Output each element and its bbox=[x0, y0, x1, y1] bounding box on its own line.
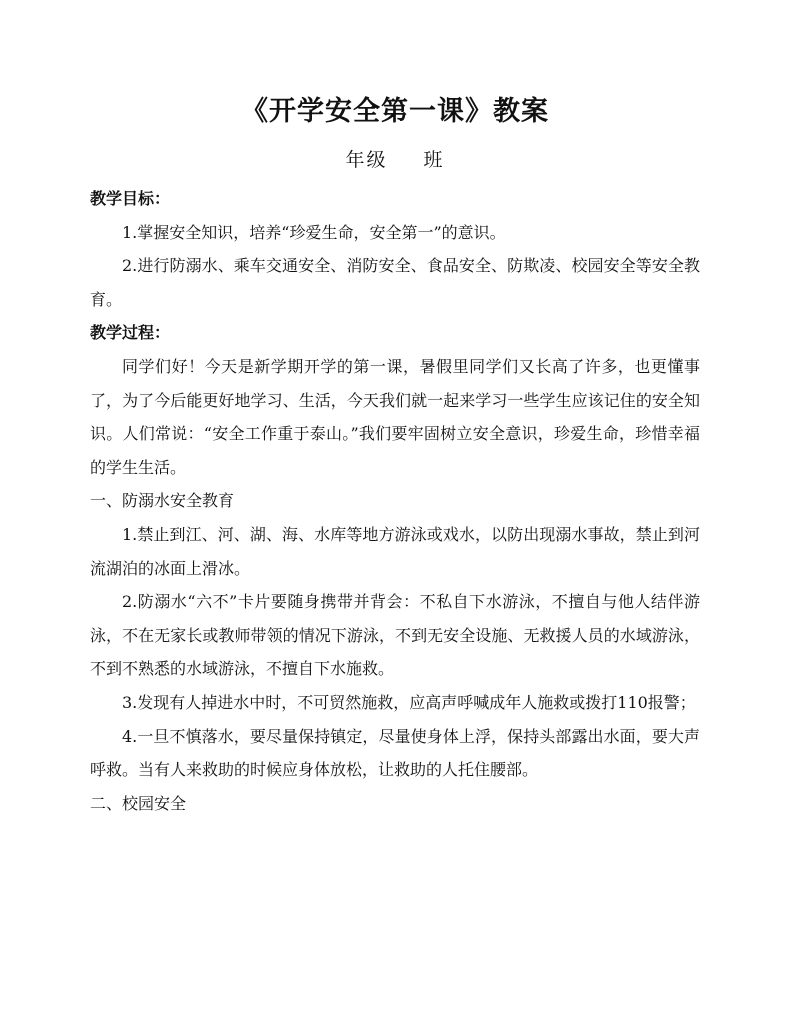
process-intro: 同学们好！今天是新学期开学的第一课，暑假里同学们又长高了许多，也更懂事了，为了今后能更好地学习、生活，今天我们就一起来学习一些学生应该记住的安全知识。人们常说：“安全工作重于泰山。”我们要牢固树立安全意识，珍爱生命，珍惜幸福的学生生活。 bbox=[90, 356, 700, 477]
section1-heading: 一、防溺水安全教育 bbox=[90, 491, 235, 511]
section1-item: 1.禁止到江、河、湖、海、水库等地方游泳或戏水，以防出现溺水事故，禁止到河流湖泊的冰面上滑冰。 bbox=[90, 524, 700, 578]
process-heading: 教学过程： bbox=[90, 323, 171, 343]
objective-item: 2.进行防溺水、乘车交通安全、消防安全、食品安全、防欺凌、校园安全等安全教育。 bbox=[90, 256, 700, 309]
document-page bbox=[90, 90, 700, 820]
document-title: 《开学安全第一课》教案 bbox=[241, 96, 549, 127]
objectives-heading: 教学目标： bbox=[90, 189, 171, 208]
body-text bbox=[90, 182, 700, 820]
section1-item: 3.发现有人掉进水中时，不可贸然施救，应高声呼喊成年人施救或拨打110报警； bbox=[122, 692, 696, 712]
section1-item: 4.一旦不慎落水，要尽量保持镇定，尽量使身体上浮，保持头部露出水面，要大声呼救。当有人来救助的时候应身体放松，让救助的人托住腰部。 bbox=[90, 726, 700, 780]
section2-heading: 二、校园安全 bbox=[90, 793, 187, 813]
objective-item: 1.掌握安全知识，培养“珍爱生命，安全第一”的意识。 bbox=[122, 222, 506, 242]
section1-item: 2.防溺水“六不”卡片要随身携带并背会：不私自下水游泳，不擅自与他人结伴游泳，不在无家长或教师带领的情况下游泳，不到无安全设施、无救援人员的水域游泳，不到不熟悉的水域游泳，不擅自下水施救。 bbox=[90, 592, 700, 679]
grade-label: 年级 bbox=[345, 149, 388, 171]
class-label: 班 bbox=[423, 149, 445, 171]
grade-class-line bbox=[90, 142, 700, 178]
